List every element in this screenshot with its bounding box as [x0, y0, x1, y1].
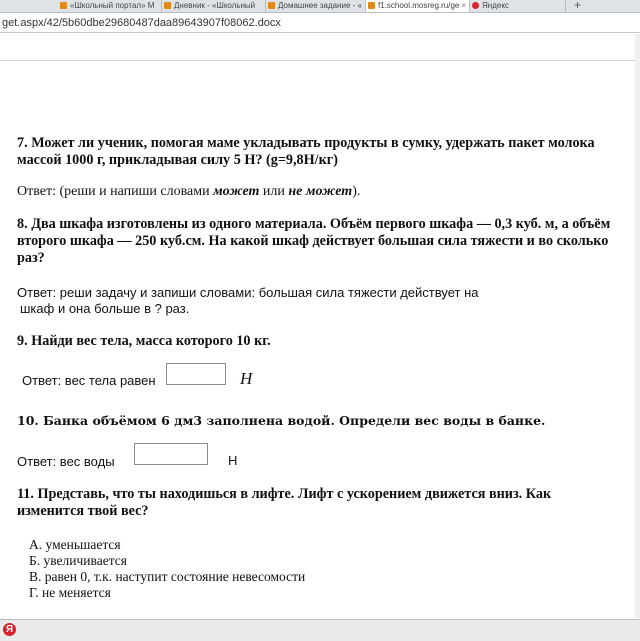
browser-tab[interactable]: [470, 0, 566, 12]
answer-11-option-b: Б. увеличивается: [29, 553, 127, 568]
address-bar[interactable]: get.aspx/42/5b60dbe29680487daa89643907f08062.docx: [0, 13, 640, 33]
tab-title: «Школьный портал» М: [70, 1, 155, 10]
favicon-icon: [368, 2, 375, 9]
answer-10-unit: Н: [228, 453, 238, 468]
answer-11-option-d: Г. не меняется: [29, 585, 111, 600]
browser-tab[interactable]: [162, 0, 266, 12]
answer-8-line-2: шкаф и она больше в ? раз.: [20, 301, 190, 316]
close-tab-icon[interactable]: ×: [461, 1, 466, 10]
favicon-icon: [60, 2, 67, 9]
answer-7: [17, 183, 360, 200]
tab-title: f1.school.mosreg.ru/ge: [378, 1, 460, 10]
tab-title: Яндекс: [482, 1, 509, 10]
answer-8-line-1: Ответ: реши задачу и запиши словами: большая сила тяжести действует на: [17, 285, 479, 300]
answer-9-unit: Н: [240, 369, 253, 388]
question-10: 10. Банка объёмом 6 дм3 заполнена водой. Определи вес воды в банке.: [17, 413, 546, 428]
question-9: 9. Найди вес тела, масса которого 10 кг.: [17, 333, 271, 349]
tab-title: Домашнее задание - «: [278, 1, 362, 10]
tab-title: Дневник - «Школьный: [174, 1, 256, 10]
question-8: 8. Два шкафа изготовлены из одного материала. Объём первого шкафа — 0,3 куб. м, а объём второго шкафа — 250 куб.см. На какой шкаф действует большая сила тяжести и во сколько раз?: [17, 216, 611, 266]
answer-10-input[interactable]: [134, 443, 208, 465]
question-7: 7. Может ли ученик, помогая маме укладывать продукты в сумку, удержать пакет молока массой 1000 г, прикладывая силу 5 Н? (g=9,8Н/кг): [17, 135, 595, 168]
vertical-scrollbar[interactable]: [635, 34, 640, 618]
answer-10-label: Ответ: вес воды: [17, 454, 115, 469]
answer-11-option-c: В. равен 0, т.к. наступит состояние невесомости: [29, 569, 306, 584]
answer-9-label: Ответ: вес тела равен: [22, 373, 156, 388]
browser-tab[interactable]: [266, 0, 366, 12]
new-tab-button[interactable]: +: [574, 0, 582, 12]
yandex-icon[interactable]: Я: [3, 623, 16, 636]
answer-7-mid: или: [259, 184, 289, 199]
favicon-icon: [164, 2, 171, 9]
answer-7-option-yes: может: [213, 184, 260, 199]
favicon-icon: [268, 2, 275, 9]
browser-tab-active[interactable]: [366, 0, 470, 12]
browser-tab-bar: [0, 0, 640, 13]
answer-7-prefix: Ответ: (реши и напиши словами: [17, 184, 214, 199]
question-11: 11. Представь, что ты находишься в лифте. Лифт с ускорением движется вниз. Как изменится твой вес?: [17, 486, 552, 519]
answer-7-suffix: ).: [352, 184, 361, 199]
yandex-favicon-icon: [472, 2, 479, 9]
answer-11-option-a: А. уменьшается: [29, 537, 121, 552]
answer-9-input[interactable]: [166, 363, 226, 385]
answer-7-option-no: не может: [288, 184, 353, 199]
browser-tab[interactable]: [58, 0, 162, 12]
status-bar: [0, 619, 640, 641]
